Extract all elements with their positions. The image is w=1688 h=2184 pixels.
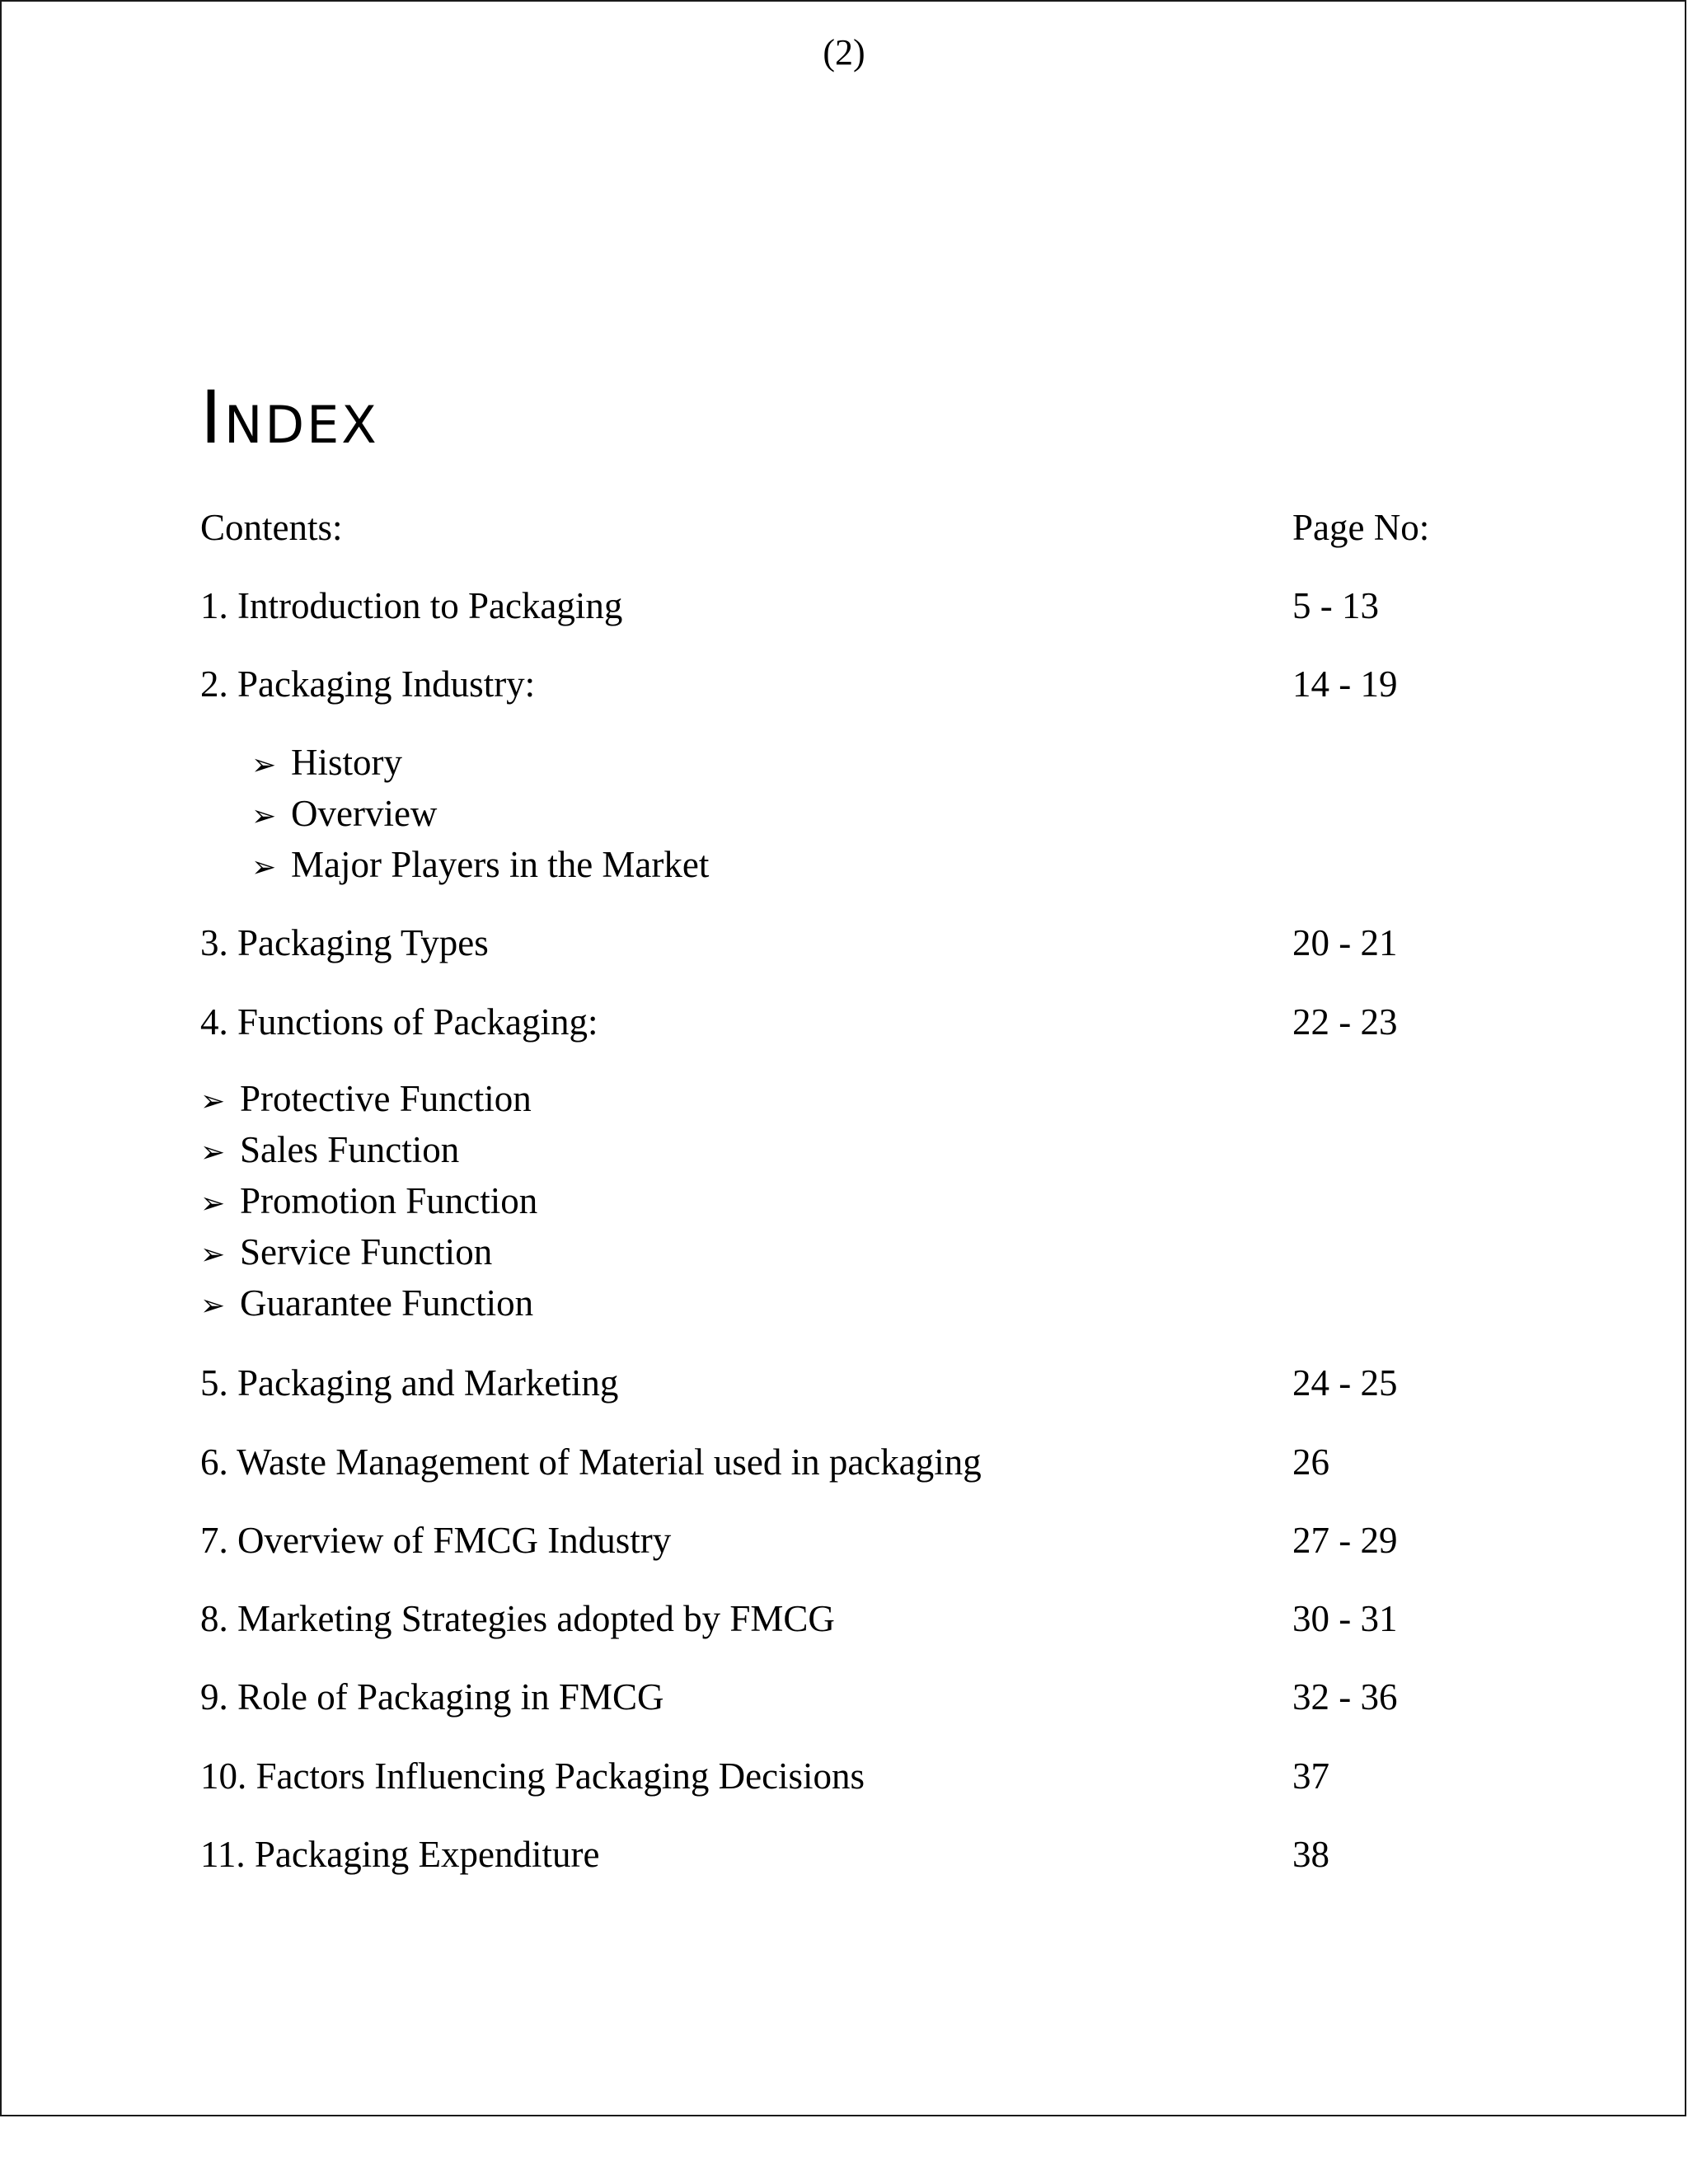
toc-entry-5: 5. Packaging and Marketing [200,1362,619,1404]
toc-subitem [200,1178,537,1227]
toc-subitem [251,790,437,840]
arrowhead-bullet-icon: ➢ [200,1289,226,1323]
page-no-header: Page No: [1292,507,1430,548]
toc-subitem [251,739,402,789]
toc-subitem [200,1076,532,1125]
arrowhead-bullet-icon: ➢ [200,1136,226,1169]
arrowhead-bullet-icon: ➢ [200,1187,226,1221]
subitem-label: History [291,742,402,783]
toc-entry-1: 1. Introduction to Packaging [200,585,623,626]
subitem-label: Guarantee Function [240,1282,534,1324]
contents-header: Contents: [200,507,343,548]
toc-subitem [200,1229,492,1278]
subitem-label: Protective Function [240,1078,532,1119]
toc-entry-4: 4. Functions of Packaging: [200,1001,598,1043]
toc-pages-11: 38 [1292,1834,1329,1875]
toc-pages-10: 37 [1292,1755,1329,1797]
toc-entry-3: 3. Packaging Types [200,922,489,963]
page-number: (2) [823,32,865,73]
toc-entry-7: 7. Overview of FMCG Industry [200,1520,672,1561]
toc-subitem [200,1127,459,1176]
subitem-label: Major Players in the Market [291,844,710,885]
toc-pages-5: 24 - 25 [1292,1362,1398,1404]
arrowhead-bullet-icon: ➢ [251,748,277,782]
arrowhead-bullet-icon: ➢ [251,851,277,884]
toc-pages-8: 30 - 31 [1292,1598,1398,1639]
subitem-label: Overview [291,793,438,834]
toc-pages-3: 20 - 21 [1292,922,1398,963]
toc-entry-11: 11. Packaging Expenditure [200,1834,600,1875]
index-title: Index [200,375,379,460]
toc-pages-1: 5 - 13 [1292,585,1379,626]
subitem-label: Sales Function [240,1129,460,1170]
toc-entry-9: 9. Role of Packaging in FMCG [200,1676,664,1718]
toc-entry-10: 10. Factors Influencing Packaging Decisions [200,1755,865,1797]
arrowhead-bullet-icon: ➢ [200,1085,226,1118]
subitem-label: Promotion Function [240,1180,538,1221]
toc-pages-2: 14 - 19 [1292,663,1398,705]
toc-pages-7: 27 - 29 [1292,1520,1398,1561]
toc-entry-2: 2. Packaging Industry: [200,663,536,705]
toc-pages-9: 32 - 36 [1292,1676,1398,1718]
toc-entry-6: 6. Waste Management of Material used in packaging [200,1441,982,1483]
subitem-label: Service Function [240,1231,493,1272]
toc-pages-6: 26 [1292,1441,1329,1483]
toc-pages-4: 22 - 23 [1292,1001,1398,1043]
toc-subitem [200,1280,533,1329]
arrowhead-bullet-icon: ➢ [251,799,277,833]
toc-subitem [251,841,709,891]
toc-entry-8: 8. Marketing Strategies adopted by FMCG [200,1598,835,1639]
arrowhead-bullet-icon: ➢ [200,1238,226,1272]
